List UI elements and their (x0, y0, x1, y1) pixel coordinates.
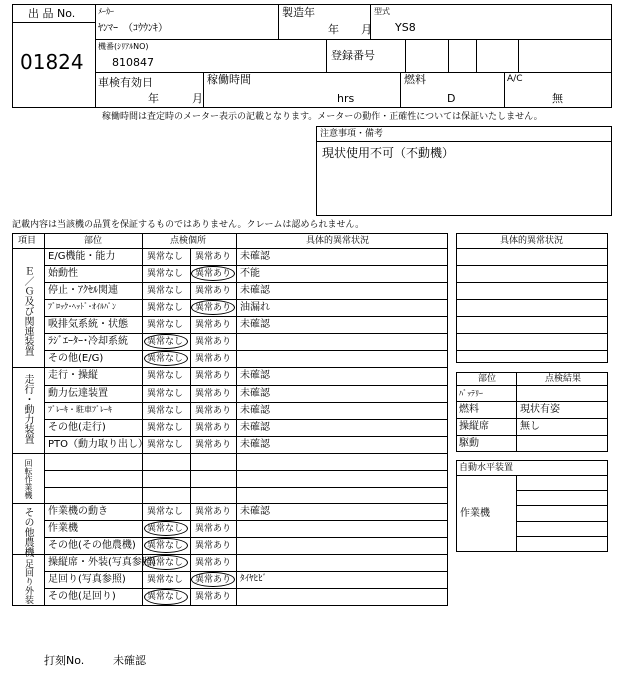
check-abnormal: 異常あり (195, 541, 232, 551)
right-result-fuel: 現状有姿 (520, 404, 560, 415)
row-status: 油漏れ (240, 302, 270, 313)
check-abnormal: 異常あり (195, 389, 232, 399)
check-normal: 異常なし (147, 507, 184, 517)
check-abnormal: 異常あり (195, 558, 232, 568)
check-abnormal: 異常あり (195, 592, 232, 602)
check-abnormal: 異常あり (195, 303, 232, 313)
serial-label: 機番(ｼﾘｱﾙNO) (98, 42, 149, 51)
right-results-header: 点検結果 (545, 374, 582, 384)
right-status-header: 具体的異常状況 (500, 236, 564, 246)
check-normal: 異常なし (147, 286, 184, 296)
group-undercarriage: 足回り外装 (23, 559, 33, 604)
model-label: 型式 (374, 7, 390, 16)
check-abnormal: 異常あり (195, 320, 232, 330)
check-normal: 異常なし (147, 440, 184, 450)
selection-circle (144, 521, 188, 536)
check-normal: 異常なし (147, 541, 184, 551)
row-status: 未確認 (240, 319, 270, 330)
check-normal: 異常なし (147, 575, 184, 585)
item-no-label: 出 品 No. (28, 7, 76, 20)
check-abnormal: 異常あり (195, 406, 232, 416)
check-normal: 異常なし (147, 354, 184, 364)
selection-circle (191, 266, 235, 281)
right-part-battery: ﾊﾞｯﾃﾘｰ (459, 389, 483, 398)
check-abnormal: 異常あり (195, 423, 232, 433)
header-part: 部位 (84, 236, 103, 246)
check-normal: 異常なし (147, 524, 184, 534)
row-part: その他(足回り) (48, 591, 116, 602)
notes-box (316, 126, 612, 216)
row-status: 未確認 (240, 370, 270, 381)
check-abnormal: 異常あり (195, 269, 232, 279)
group-drive: 走行・動力装置 (22, 374, 33, 444)
disclaimer: 記載内容は当該機の品質を保証するものではありません。クレームは認められません。 (12, 220, 365, 230)
selection-circle (191, 300, 235, 315)
right-part-fuel: 燃料 (459, 404, 479, 415)
right-part-drive: 駆動 (459, 438, 479, 449)
hours-unit: hrs (337, 92, 355, 105)
check-abnormal: 異常あり (195, 252, 232, 262)
header-box (12, 4, 612, 108)
check-normal: 異常なし (147, 592, 184, 602)
leveling-label: 自動水平装置 (459, 463, 514, 473)
group-other: その他農機 (22, 507, 33, 557)
inspection-label: 車検有効日 (98, 76, 153, 89)
check-abnormal: 異常あり (195, 354, 232, 364)
row-part: E/G機能・能力 (48, 251, 116, 262)
inspection-suffix: 年 月 (148, 92, 203, 105)
right-part-seat: 操縦席 (459, 421, 489, 432)
hours-note: 稼働時間は査定時のメーター表示の記載となります。メーターの動作・正確性については保証いたしません。 (102, 112, 543, 122)
row-status: 未確認 (240, 422, 270, 433)
selection-circle (144, 334, 188, 349)
check-normal: 異常なし (147, 371, 184, 381)
row-part: 作業機の動き (48, 506, 108, 517)
fuel-value: D (447, 92, 456, 105)
right-result-seat: 無し (520, 421, 540, 432)
header-item: 項目 (18, 236, 37, 246)
check-abnormal: 異常あり (195, 524, 232, 534)
row-part: 停止・ｱｸｾﾙ関連 (48, 285, 118, 296)
check-normal: 異常なし (147, 303, 184, 313)
check-normal: 異常なし (147, 337, 184, 347)
row-part: PTO（動力取り出し） (48, 439, 149, 450)
check-normal: 異常なし (147, 320, 184, 330)
check-normal: 異常なし (147, 269, 184, 279)
row-status: 未確認 (240, 285, 270, 296)
stamp-label: 打刻No. (44, 654, 85, 667)
serial: 810847 (112, 56, 154, 69)
check-abnormal: 異常あり (195, 286, 232, 296)
check-abnormal: 異常あり (195, 440, 232, 450)
maker-label: ﾒｰｶｰ (98, 7, 114, 16)
ac-label: A/C (507, 74, 523, 84)
right-parts-header: 部位 (478, 374, 497, 384)
right-status-box (456, 233, 608, 363)
row-part: 吸排気系統・状態 (48, 319, 128, 330)
row-status: 不能 (240, 268, 260, 279)
check-abnormal: 異常あり (195, 371, 232, 381)
check-normal: 異常なし (147, 252, 184, 262)
row-status: 未確認 (240, 439, 270, 450)
check-normal: 異常なし (147, 406, 184, 416)
stamp-value: 未確認 (113, 654, 146, 667)
check-abnormal: 異常あり (195, 575, 232, 585)
group-rotary: 回転作業機 (24, 459, 33, 499)
notes-text: 現状使用不可（不動機） (322, 146, 455, 160)
check-abnormal: 異常あり (195, 337, 232, 347)
header-status: 具体的異常状況 (306, 236, 370, 246)
row-part: ﾌﾞﾚｰｷ・駐車ﾌﾞﾚｰｷ (48, 405, 112, 414)
row-status: 未確認 (240, 506, 270, 517)
maker: ﾔﾝﾏｰ （ｺｳｳﾝｷ） (98, 23, 168, 34)
leveling-box (456, 460, 608, 552)
check-normal: 異常なし (147, 558, 184, 568)
check-normal: 異常なし (147, 423, 184, 433)
row-part: 動力伝達装置 (48, 388, 108, 399)
implement-label: 作業機 (460, 508, 490, 519)
selection-circle (144, 538, 188, 553)
row-status: ﾀｲﾔﾋﾋﾞ (240, 574, 268, 584)
row-part: その他(その他農機) (48, 540, 136, 551)
row-part: 作業機 (48, 523, 78, 534)
ac-value: 無 (552, 92, 563, 105)
selection-circle (144, 555, 188, 570)
row-status: 未確認 (240, 251, 270, 262)
row-status: 未確認 (240, 388, 270, 399)
notes-label: 注意事項・備考 (320, 129, 384, 139)
row-part: ﾗｼﾞｴｰﾀｰ･冷却系統 (48, 336, 128, 347)
row-part: 操縦席・外装(写真参照) (48, 557, 156, 568)
row-part: 走行・操縦 (48, 370, 98, 381)
row-status: 未確認 (240, 405, 270, 416)
registration-label: 登録番号 (331, 49, 375, 62)
year-label: 製造年 (282, 6, 315, 19)
fuel-label: 燃料 (404, 73, 426, 86)
row-part: その他(E/G) (48, 353, 104, 364)
selection-circle (144, 351, 188, 366)
row-part: 始動性 (48, 268, 78, 279)
check-normal: 異常なし (147, 389, 184, 399)
item-no: 01824 (20, 50, 84, 74)
header-check: 点検個所 (170, 236, 207, 246)
group-engine: Ｅ／Ｇ及び関連装置 (22, 266, 33, 356)
selection-circle (144, 589, 188, 605)
model: YS8 (395, 21, 416, 34)
selection-circle (191, 572, 235, 587)
row-part: その他(走行) (48, 422, 106, 433)
year-suffix: 年 月 (328, 23, 372, 36)
row-part: 足回り(写真参照) (48, 574, 126, 585)
hours-label: 稼働時間 (207, 73, 251, 86)
row-part: ﾌﾞﾛｯｸ･ﾍｯﾄﾞ･ｵｲﾙﾊﾟﾝ (48, 302, 116, 311)
check-abnormal: 異常あり (195, 507, 232, 517)
